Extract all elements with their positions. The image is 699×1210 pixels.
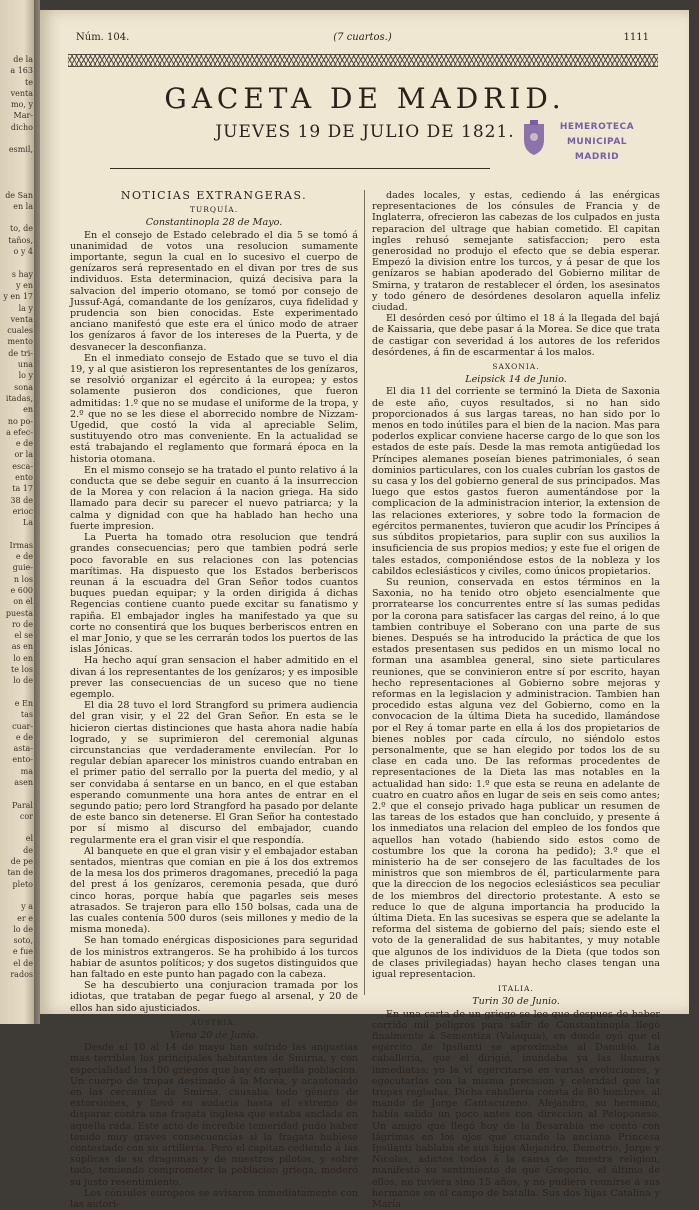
left-page-fragment: ma [20,766,33,776]
left-page-fragment: e 600 [10,585,33,595]
left-page-fragment: Paral [12,800,33,810]
paragraph: dades locales, y estas, cediendo á las enérgicas representaciones de los cónsules de Francia y de Inglaterra, ofrecieron las cabezas de los culpados en justa reparacion del ultrage que habian cometido. El capitan ingles rehusó semejante satisfaccion; pero esta generosidad no produjo el efecto que se debia esperar. Empezó la division entre los turcos, y á pesar de que los genízaros se habian apoderado del Gobierno militar de Smirna, y trataron de restablecer el órden, los asesinatos y todo género de desórdenes desolaron aquella infeliz ciudad. [372,190,660,314]
dateline-place: Turin 30 de Junio. [472,996,560,1008]
left-page-fragment [0,156,33,167]
masthead-row [76,32,649,46]
left-page-fragment [0,890,33,901]
paragraph: En una carta de un griego se lee que despues de haber corrido mil peligros para salir de Constantinopla llegó finalmente á Sementiza (Valaquia), en donde oyó que el egército de Ipsilanti se aproximaba al Danubio. La caballería, que el dirigió, inundaba ya las llanuras inmediatas; yo la ví egercitarse en varias evoluciones, y egecutarlas con la misma precision y celeridad que las tropas regladas. Dicha caballería consta de 80 hombres, al mando de Jorge Cantacuzeno. Alejandro, su hermano, había salido un poco antes con direccion al Peloponeso. Un amigo que llegó hoy de la Besarabia me contó con lágrimas en los ojos que cuando la anciana Princesa Ipsilanti hablaba de sus hijos Alejandro, Demetrio, Jorge y Nicolas, adictos todos á la causa de nuestra religion, manifestó su sentimiento de que Gregorio, el último de ellos, no tuviera sino 15 años, y no pudiera reunirse á sus hermanos en el campo de batalla. Sus dos hijas Catalina y María [372,1008,660,1210]
left-page-fragment: venta [10,88,33,98]
section-country: SAXONIA. [492,362,540,372]
left-page-fragment: on el [13,597,33,607]
left-page-fragment: Mar- [13,111,33,121]
left-page-fragment: guie- [12,563,33,573]
article-body [70,230,358,1014]
section-heading: NOTICIAS EXTRANGERAS. [120,189,308,202]
left-page-fragment: ta 17 [12,484,33,494]
left-page-fragment: to, de [10,224,33,234]
coat-of-arms-icon [521,120,547,156]
section-country: ITALIA. [498,984,534,994]
paragraph: En el mismo consejo se ha tratado el punto relativo á la conducta que se debe seguir en cuanto á la insurreccion de la Morea y con relacion á la nacion griega. Ha sido llamado para decir su parecer el nuevo patriarca; y la calma y dignidad con que ha hablado han hecho una fuerte impresion. [70,464,358,532]
left-page-fragment: ento [15,472,33,482]
left-page-fragment: en [23,405,33,415]
left-page-fragment: La [22,518,33,528]
left-page-fragment: el de [13,958,33,968]
left-page-fragment: lo y [18,371,33,381]
left-page-fragment: de pe [10,857,33,867]
left-page-fragment: or la [14,450,33,460]
left-page-fragment: mo, y [10,100,33,110]
left-page-fragment: la y [18,303,33,313]
left-page-fragment: e En [14,698,33,708]
left-page-fragment [0,212,33,223]
left-page-fragment: pleto [12,879,33,889]
left-page-fragment [0,257,33,268]
left-page-fragment: Irmas [9,540,33,550]
section-country: AUSTRIA. [190,1017,238,1027]
paragraph: Su reunion, conservada en estos términos en la Saxonia, no ha tenido otro objeto esencialmente que prorratearse los concurrentes entre sí las sumas pedidas por la corona para satisfacer las cargas del reino, á lo que tambien contribuye el Soberano con una parte de sus bienes. Después se ha introducido la práctica de que los estados presentasen sus pedidos en un mismo local no forman una asamblea general, sino siete particulares reuniones, que se convinieron entre sí por escrito, hayan hecho representaciones al Gobierno sobre mejoras y reformas en la legislacion y administracion. Tambien han procedido estas alguna vez del Gobierno, como en la convocacion de la última Dieta ha sucedido, llamándose por el Rey á tomar parte en ella á los dos propietarios de bienes nobles por cada círculo, no siéndolo estos personalmente, que se han elegido por todos los de su clase en cada uno. De las reformas procedentes de representaciones de la Dieta las mas notables en la actualidad han sido: 1.º que esta se reuna en adelante de cuatro en cuatro años en lugar de seis en seis como antes; 2.º que el consejo privado haga publicar un resumen de las tareas de los estados que han concluido, y presente á los inmediatos una relacion del empleo de los fondos que aquellos han votado (habiendo sido estos como de costumbre los que la corona ha pedido); 3.º que el ministerio ha de ser consejero de las facultades de los ministros que son miembros de él, particularmente para que la direccion de los negocios eclesiásticos sea peculiar de los miembros del directorio protestante. A esto se reduce lo que de alguna importancia ha producido la última Dieta. En las sucesivas se espera que se adelante la reforma del sistema de gobierno del país; siendo este el voto de la generalidad de sus habitantes, y muy notable que algunos de los individuos de la Dieta (que todos son de clases privilegiadas) hayan hecho clases tengan una igual representacion. [372,576,660,981]
left-page-fragment: as en [11,642,33,652]
page-number: 1111 [623,32,649,43]
issue-date: JUEVES 19 DE JULIO DE 1821. [215,122,515,142]
left-page-fragment: de la [13,55,33,64]
left-page-fragment: el [25,834,33,844]
left-page-fragment: erioc [12,506,33,516]
left-page-fragment: lo de [13,924,33,934]
left-page-fragment: tan de [7,868,33,878]
left-page-fragment: de San [5,190,33,200]
left-page-fragment: venta [10,314,33,324]
left-page-fragment: a efec- [6,427,33,437]
paragraph: La Puerta ha tomado otra resolucion que tendrá grandes consecuencias; pero que tambien podrá serle poco favorable en sus relaciones con las potencias marítimas. Ha dispuesto que los Estados berberiscos reunan á la escuadra del Gran Señor todos cuantos buques puedan equipar; y la orden dirigida á dichas Regencias contiene cuanto puede excitar su fanatismo y rapiña. El embajador ingles ha manifestado ya que su corte no consentirá que los buques berberiscos entren en el mar Jonio, y que se les cerrarán todos los puertos de las islas Jónicas. [70,532,358,656]
left-page-fragment: sona [14,382,33,392]
stamp-text [551,120,643,165]
left-page-fragment: cuales [7,326,33,336]
left-page-fragment: de tri- [8,348,33,358]
left-page-fragment: no po- [7,416,33,426]
left-page-fragment: taños, [8,235,33,245]
left-page-fragment: e fue [12,947,33,957]
left-page-fragment: y a [21,902,33,912]
left-column [70,189,358,1210]
header-rule [110,168,490,169]
left-page-fragment: puesta [5,608,33,618]
left-page-fragment: n los [13,574,33,584]
ornamental-border [68,54,658,67]
library-stamp [517,118,642,174]
left-page-fragment [0,178,33,189]
left-page-edge [0,0,34,1024]
paragraph: Se ha descubierto una conjuracion tramada por los idiotas, que trataban de pegar fuego al arsenal, y 20 de ellos han sido ajusticiados. [70,980,358,1014]
left-page-fragment [0,167,33,178]
newspaper-title: GACETA DE MADRID. [164,82,566,115]
stamp-line: HEMEROTECA [559,122,635,132]
article-body [70,1042,358,1210]
left-page-fragment: er e [17,913,33,923]
left-page-fragment: esmil, [8,145,33,155]
column-divider [364,190,365,995]
paragraph: Al banquete en que el gran visir y el embajador estaban sentados, mientras que comian en pie á los dos extremos de la mesa los dos primeros dragomanes, precedió la paga del prest á los genízaros, ceremonia pesada, que duró cinco horas, porque había que pagarles seis meses atrasados. Se trajeron para ello 150 bolsas, cada una de las cuales contenía 500 duros (seis millones y medio de la misma moneda). [70,845,358,936]
left-page-fragment: en la [13,201,33,211]
article-body [372,190,660,358]
stamp-line: MADRID [574,152,620,162]
left-page-fragment: de [23,845,33,855]
left-page-fragment: e de [15,732,33,742]
left-page-fragment: el se [14,631,33,641]
left-page-fragment: cuar- [12,721,33,731]
left-page-fragment: te [25,77,33,87]
left-page-fragment [0,788,33,799]
left-page-fragment: mento [7,337,33,347]
left-page-fragment: y en 17 [3,292,33,302]
paragraph: En el inmediato consejo de Estado que se tuvo el dia 19, y al que asistieron los representantes de los genízaros, se resolvió organizar el egército á la europea; y estos solamente pusieron dos condiciones, que fueron admitidas: 1.º que no se mudase el uniforme de la tropa, y 2.º que no se les diese el aborrecido nombre de Nizzam-Ugedid, que costó la vida al apreciable Selim, sustituyendo otro mas conveniente. En la actualidad se está trabajando el reglamento que formará época en la historia otomana. [70,352,358,465]
left-page-fragment: te los [11,665,33,675]
left-page-fragment: soto, [13,936,33,946]
paragraph: Ha hecho aquí gran sensacion el haber admitido en el divan á los representantes de los genízaros; y es imposible prever las consecuencias de un suceso que no tiene egemplo. [70,655,358,700]
paragraph: El dia 11 del corriente se terminó la Dieta de Saxonia de este año, cuyos resultados, si no han sido proporcionados á sus largas tareas, no han sido por lo menos en todo inútiles para el bien de la nacion. Mas para poderlos explicar conviene hacerse cargo de lo que son los estados de este país. Desde la mas remota antigüedad los Príncipes alemanes poseían bienes patrimoniales, ó sean dominios particulares, con los cuales cubrían los gastos de su casa y los del gobierno general de sus principados. Mas luego que estos gastos fueron aumentándose por la complicacion de la administracion interior, la extension de las relaciones exteriores, y sobre todo la formacion de egércitos permanentes, tuvieron que acudir los Príncipes á sus súbditos propietarios, para suplir con sus auxilios la insuficiencia de sus propios medios; y este fue el origen de tales estados, componiéndose estos de la nobleza y los cabildos eclesiásticos y civiles, como únicos propietarios. [372,386,660,577]
left-page-text-fragments [0,0,34,980]
left-page-fragment: y en [16,280,33,290]
left-page-fragment: itadas, [5,393,33,403]
left-page-fragment: esca- [12,461,33,471]
left-page-fragment: ro de [11,619,33,629]
paragraph: En el consejo de Estado celebrado el dia 5 se tomó á unanimidad de votos una resolucion sumamente importante, segun la cual en lo sucesivo el cuerpo de genízaros será representado en el divan por tres de sus individuos. Esta determinacion, quizá decisiva para la salvacion del imperio otomano, se tomó por consejo de Jussuf-Agá, comandante de los genízaros, cuya fidelidad y prudencia son bien conocidas. Este experimentado anciano manifestó que este era el único modo de atraer los genízaros á favor de los intereses de la Puerta, y de desvanecer la desconfianza. [70,229,358,353]
left-page-fragment [0,687,33,698]
left-page-fragment: asta- [13,744,33,754]
dateline-place: Constantinopla 28 de Mayo. [145,217,283,229]
left-page-fragment: cor [19,811,33,821]
paragraph: Se han tomado enérgicas disposiciones para seguridad de los ministros extrangeros. Se ha prohibido á los turcos habiar de asuntos políticos; y dos sugetos distinguidos que han faltado en este punto han pagado con la cabeza. [70,935,358,981]
paragraph: El desórden cesó por último el 18 á la llegada del bajá de Kaissaria, que debe pasar á la Morea. Se dice que trata de castigar con severidad á los autores de los referidos desórdenes, á fin de escarmentar á los malos. [372,313,660,358]
left-page-fragment [0,133,33,144]
issue-price: (7 cuartos.) [333,32,392,43]
dateline-place: Viena 20 de Junio. [169,1030,259,1042]
left-page-fragment: tas [20,710,33,720]
left-page-fragment: dicho [10,122,33,132]
left-page-fragment: lo en [13,653,33,663]
paragraph: Desde el 10 al 14 de mayo han sufrido las angustias mas terribles los principales habitantes de Smirna, y con especialidad los 100 griegos que hay en aquella poblacion. Un cuerpo de tropas destinado á la Morea, y acantonado en las cercanías de Smirna, causaba todo género de extorsiones, y llevó su audacia hasta el extremo de disparar contra una fragata inglesa que estaba anclada en aquella rada. Este acto de increíble temeridad pudo haber tenido muy graves consecuencias si la fragata hubiese contestado con su artillería. Pero el capitan cediendo á las súplicas de su dragoman y de nuestros pilotos, y sobre todo, temiendo comprometer la poblacion griega, moderó su justo resentimiento. [70,1042,358,1188]
paragraph: Los cónsules europeos se avisaron inmediatamente con las autori- [70,1187,358,1210]
left-page-fragment: 38 de [10,495,33,505]
dateline-place: Leipsick 14 de Junio. [465,374,567,386]
left-page-fragment: rados [10,970,33,980]
newspaper-page [40,10,689,1210]
section-country: TURQUÍA. [189,205,239,215]
left-page-fragment [0,528,33,539]
left-page-fragment: lo de [13,676,33,686]
left-page-fragment: asen [14,778,33,787]
left-page-fragment: una [17,360,33,370]
left-page-fragment [0,822,33,833]
left-page-fragment: s hay [11,269,33,279]
issue-number: Núm. 104. [76,32,130,43]
paragraph: El dia 28 tuvo el lord Strangford su primera audiencia del gran visir, y el 22 del Gran Señor. En esta se le hicieron ciertas distinciones que hasta ahora nadie había logrado, y se suprimieron del ceremonial algunas circunstancias que verdaderamente envilecían. Por lo regular debían aparecer los ministros cuando entraban en el primer patio del serrallo por la puerta del medio, y al ser convidaba á sentarse en un banco, en el que estaban esperando comunmente una hora antes de entrar en el segundo patio; pero lord Strangford ha pasado por delante de este banco sin detenerse. El Gran Señor ha contestado por sí mismo al discurso del embajador, cuando regularmente era el gran visir el que respondía. [70,700,358,846]
article-body [372,1009,660,1210]
left-page-fragment: a 163 [10,66,33,76]
stamp-line: MUNICIPAL [566,137,628,147]
right-column [372,190,660,1210]
left-page-fragment: ento- [12,755,33,765]
left-page-fragment: o y 4 [13,247,33,257]
left-page-fragment: e de [15,439,33,449]
article-body [372,386,660,980]
left-page-fragment: e de [15,552,33,562]
